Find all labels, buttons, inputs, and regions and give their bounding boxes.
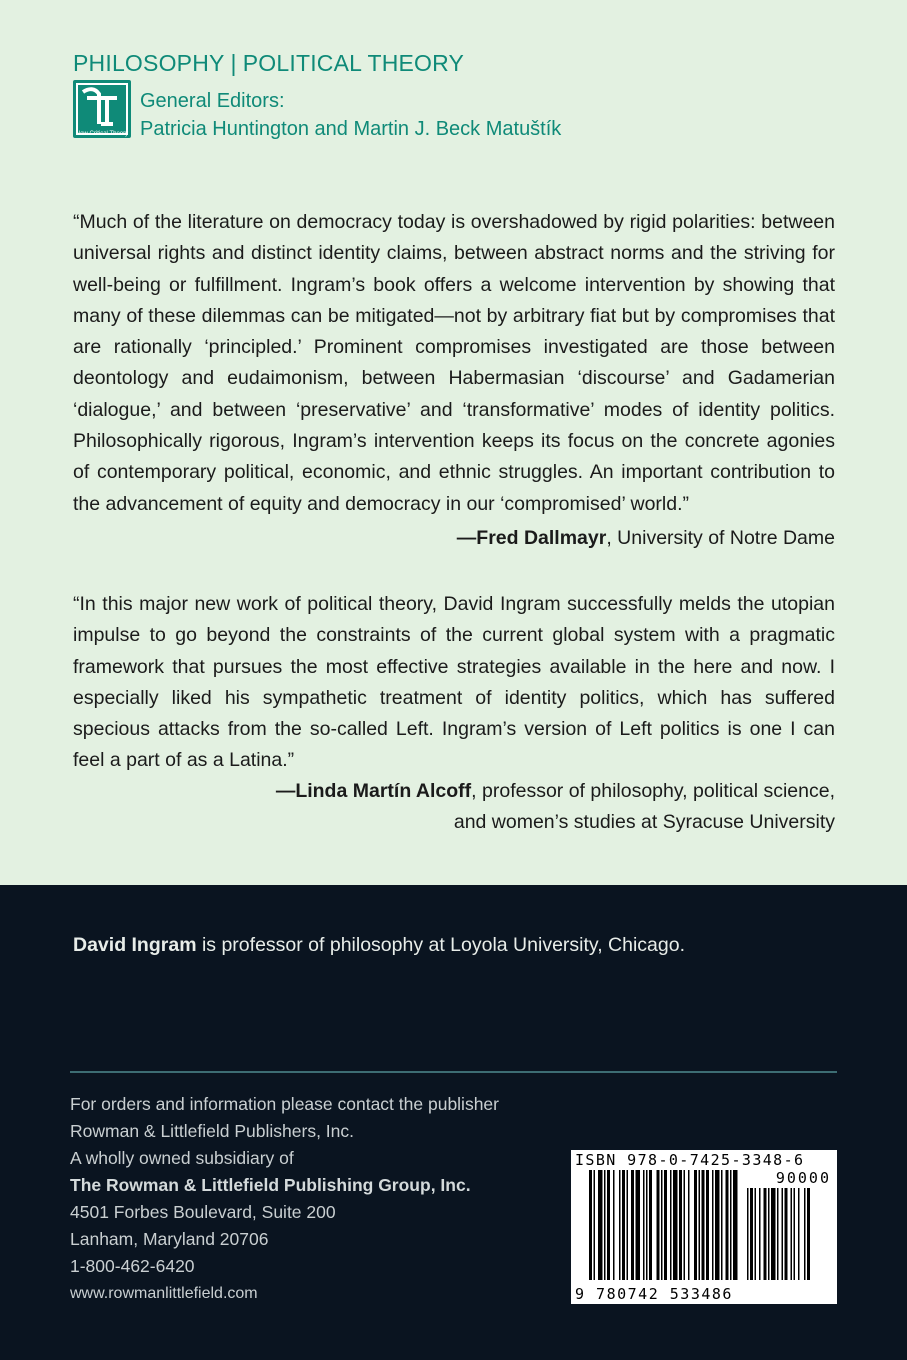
barcode-addon-number: 90000: [775, 1169, 831, 1187]
publisher-subsidiary-line: A wholly owned subsidiary of: [70, 1148, 294, 1168]
divider: [70, 1071, 837, 1073]
endorsement-attribution-1: [457, 523, 835, 554]
author-name: David Ingram: [73, 934, 197, 956]
series-category-philosophy: PHILOSOPHY: [73, 50, 225, 76]
isbn-label: ISBN 978-0-7425-3348-6: [575, 1151, 805, 1169]
publisher-address-street: 4501 Forbes Boulevard, Suite 200: [70, 1202, 336, 1222]
series-category-political-theory: POLITICAL THEORY: [242, 50, 465, 76]
publisher-info: [70, 1091, 499, 1307]
endorser-name-1: —Fred Dallmayr: [456, 527, 607, 549]
publisher-name: Rowman & Littlefield Publishers, Inc.: [70, 1121, 355, 1141]
publisher-group: The Rowman & Littlefield Publishing Group, Inc.: [70, 1175, 471, 1195]
endorsement-attribution-2: [276, 776, 835, 838]
endorser-affiliation-2-line2: and women’s studies at Syracuse University: [453, 811, 835, 833]
series-separator: |: [230, 50, 237, 76]
new-critical-theory-logo: [73, 80, 131, 138]
publisher-contact-line: For orders and information please contact the publisher: [70, 1094, 499, 1114]
publisher-address-city: Lanham, Maryland 20706: [70, 1229, 269, 1249]
isbn-barcode: [571, 1150, 837, 1304]
series-heading: [73, 50, 464, 77]
endorsement-quote-1: “Much of the literature on democracy today is overshadowed by rigid polarities: between universal rights and distinct identity claims, between abstract norms and the striving for well-being or fulfillment. Ingram’s book offers a welcome intervention by showing that many of these dilemmas can be mitigated—not by arbitrary fiat but by compromises that are rationally ‘principled.’ Prominent compromises investigated are those between deontology and eudaimonism, between Habermasian ‘discourse’ and Gadamerian ‘dialogue,’ and between ‘preservative’ and ‘transformative’ modes of identity politics. Philosophically rigorous, Ingram’s intervention keeps its focus on the concrete agonies of contemporary political, economic, and ethnic struggles. An important contribution to the advancement of equity and democracy in our ‘compromised’ world.”: [73, 211, 835, 515]
endorsement-quote-2: “In this major new work of political theory, David Ingram successfully melds the utopian impulse to go beyond the constraints of the current global system with a pragmatic framework that pursues the most effective strategies available in the here and now. I especially liked his sympathetic treatment of identity politics, which has suffered specious attacks from the so-called Left. Ingram’s version of Left politics is one I can feel a part of as a Latina.”: [73, 593, 835, 772]
logo-mark-icon: [73, 80, 131, 138]
author-bio-text: is professor of philosophy at Loyola University, Chicago.: [196, 934, 686, 956]
author-bio: [73, 934, 685, 957]
barcode-bars-icon: [589, 1170, 831, 1286]
endorser-name-2: —Linda Martín Alcoff: [275, 780, 472, 802]
general-editors-names: Patricia Huntington and Martin J. Beck Matuštík: [140, 118, 562, 140]
general-editors-label: General Editors:: [140, 90, 285, 112]
barcode-ean-number: 9 780742 533486: [575, 1285, 733, 1303]
logo-caption: New Critical Theory: [75, 131, 129, 137]
endorser-affiliation-1: , University of Notre Dame: [606, 527, 835, 549]
publisher-url: www.rowmanlittlefield.com: [70, 1285, 258, 1302]
endorser-affiliation-2: , professor of philosophy, political science,: [471, 780, 835, 802]
publisher-phone: 1-800-462-6420: [70, 1256, 195, 1276]
